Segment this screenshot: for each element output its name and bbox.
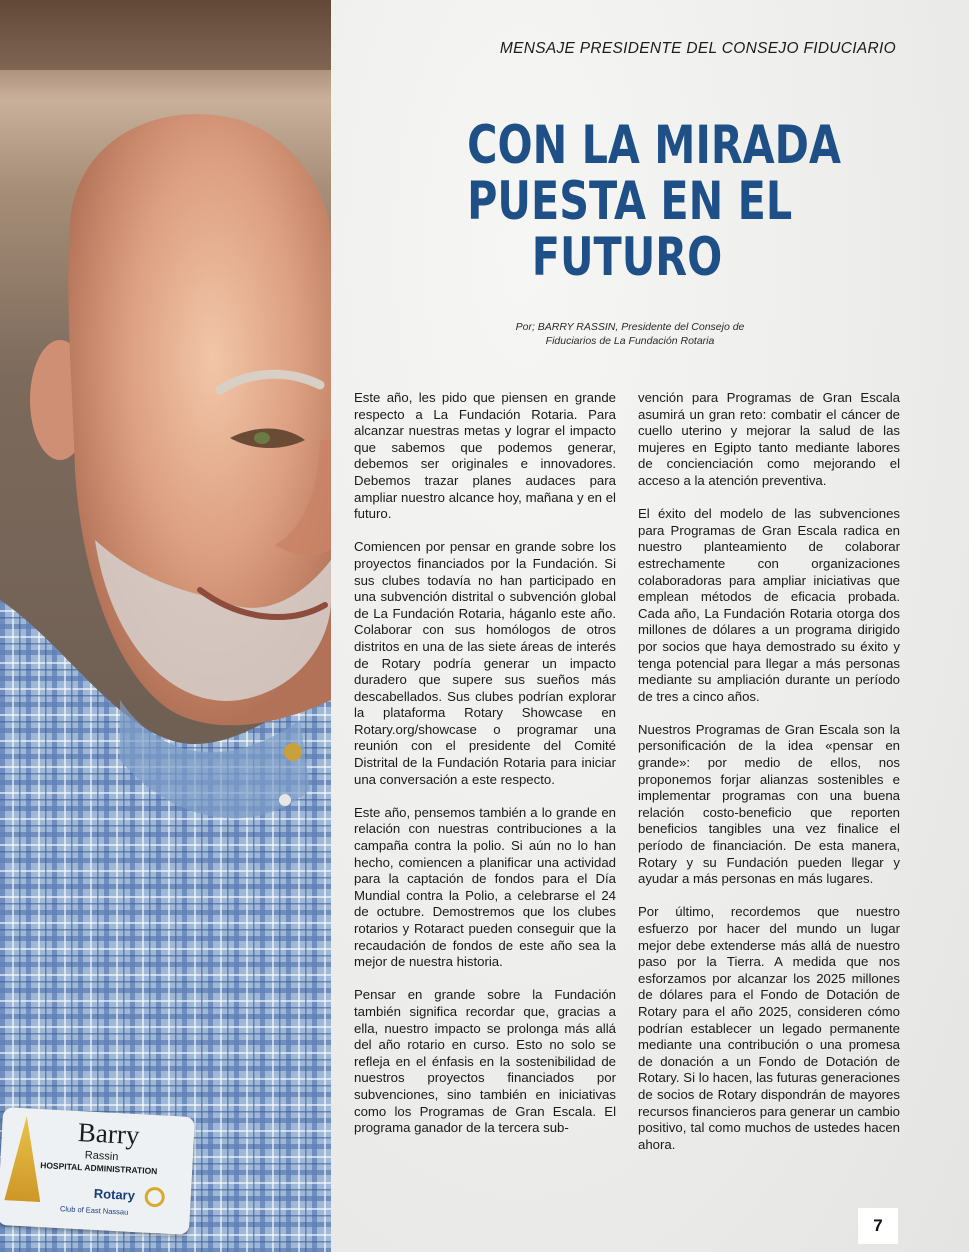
byline [470, 320, 790, 348]
paragraph: Comiencen por pensar en grande sobre los proyectos financiados por la Fundación. Si sus clubes todavía no han participado en una subvención distrital o subvención global de La Fundación Rotaria, háganlo este año. Colaborar con sus homólogos de otros distritos en una de las siete áreas de interés de Rotary podría generar un impacto duradero que supere sus sueños más descabellados. Sus clubes podrían explorar la plataforma Rotary Showcase en Rotary.org/showcase o programar una reunión con el presidente del Comité Distrital de la Fundación Rotaria para iniciar una conversación a este respecto. [354, 539, 616, 787]
paragraph: Por último, recordemos que nuestro esfuerzo por hacer del mundo un lugar mejor debe extenderse más allá de nuestro paso por la Tierra. A medida que nos esforzamos por alcanzar los 2025 millones de dólares para el Fondo de Dotación de Rotary para el año 2025, consideren cómo podrían establecer un legado permanente mediante una contribución o una promesa de donación a un Fondo de Dotación de Rotary. Si lo hacen, las futuras generaciones de socios de Rotary dispondrán de mayores recursos financieros para generar un cambio positivo, tal como muchos de ustedes hacen ahora. [638, 904, 900, 1152]
paragraph: Nuestros Programas de Gran Escala son la personificación de la idea «pensar en grande»: por medio de ellos, nos proponemos forjar alianzas sostenibles e implementar programas con una buena relación costo-beneficio que reporten beneficios tangibles una vez finalice el período de financiación. De esta manera, Rotary y su Fundación pueden llegar y ayudar a más personas en más lugares. [638, 721, 900, 887]
author-photo [0, 0, 331, 1252]
badge-role: HOSPITAL ADMINISTRATION [39, 1160, 158, 1177]
badge-org: Rotary [93, 1185, 136, 1204]
paragraph: El éxito del modelo de las subvenciones para Programas de Gran Escala radica en nuestro planteamiento de colaborar estrechamente con organizaciones colaboradoras para ampliar iniciativas que emplean métodos de eficacia probada. Cada año, La Fundación Rotaria otorga dos millones de dólares a un programa dirigido por socios que haya demostrado su éxito y tenga potencial para llegar a más personas mediante su ampliación durante un período de tres a cinco años. [638, 506, 900, 704]
paragraph: vención para Programas de Gran Escala asumirá un gran reto: combatir el cáncer de cuello uterino y mejorar la salud de las mujeres en Egipto tanto mediante labores de concienciación como mejorando el acceso a la atención preventiva. [638, 390, 900, 488]
byline-line-2: Fiduciarios de La Fundación Rotaria [545, 335, 715, 347]
badge-club: Club of East Nassau [59, 1204, 129, 1217]
badge-name: Barry [77, 1117, 141, 1151]
paragraph: Pensar en grande sobre la Fundación también significa recordar que, gracias a ella, nuestro impacto se prolonga más allá del año rotario en curso. Esto no solo se refleja en el énfasis en la sostenibilidad de nuestros proyectos financiados por subvenciones, sino también en iniciativas como los Programas de Gran Escala. El programa ganador de la tercera sub- [354, 987, 616, 1136]
byline-line-1: Por; BARRY RASSIN, Presidente del Consejo de [515, 321, 745, 333]
paragraph: Este año, pensemos también a lo grande en relación con nuestras contribuciones a la campaña contra la polio. Si aún no lo han hecho, comiencen a planificar una actividad para la captación de fondos para el Día Mundial contra la Polio, a celebrarse el 24 de octubre. Demostremos que los clubes rotarios y Rotaract pueden conseguir que la recaudación de fondos de este año sea la mejor de nuestra historia. [354, 804, 616, 970]
rotary-wheel-icon [144, 1187, 165, 1208]
headline-line-1: CON LA MIRADA [467, 115, 841, 176]
article-headline [467, 115, 841, 288]
headline-line-3: FUTURO [531, 227, 723, 288]
badge-sailboat-icon [4, 1115, 45, 1217]
body-column-right [638, 390, 900, 1170]
name-badge [0, 1107, 195, 1235]
badge-surname: Rassin [84, 1149, 119, 1164]
page-number: 7 [858, 1208, 898, 1244]
headline-line-2: PUESTA EN EL [467, 171, 793, 232]
section-label: MENSAJE PRESIDENTE DEL CONSEJO FIDUCIARIO [499, 40, 896, 57]
paragraph: Este año, les pido que piensen en grande respecto a La Fundación Rotaria. Para alcanzar nuestras metas y lograr el impacto que sabemos que podemos generar, debemos ser originales e innovadores. Debemos trazar planes audaces para ampliar nuestro alcance hoy, mañana y en el futuro. [354, 390, 616, 522]
body-column-left [354, 390, 616, 1153]
